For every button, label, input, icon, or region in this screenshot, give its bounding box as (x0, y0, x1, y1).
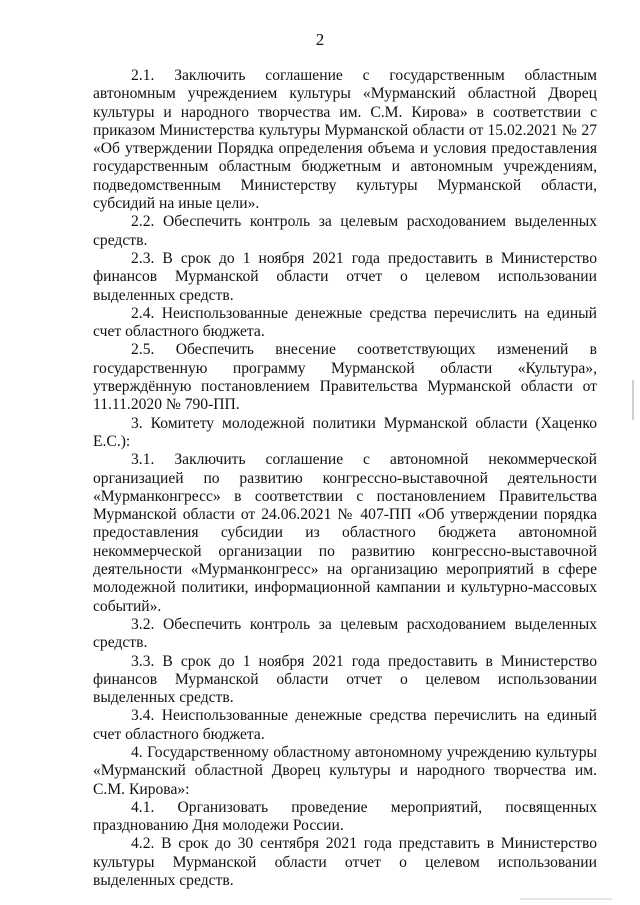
paragraph-2-2: 2.2. Обеспечить контроль за целевым расходованием выделенных средств. (93, 213, 597, 249)
scan-bottom-mark (520, 898, 612, 900)
scan-edge-mark (632, 380, 634, 420)
paragraph-3-1: 3.1. Заключить соглашение с автономной некоммерческой организацией по развитию конгрессно-выставочной деятельности «Мурманконгресс» в соответствии с постановлением Правительства Мурманской области от 24.06.2021 № 407-ПП «Об утверждении порядка предоставления субсидии из областного бюджета автономной некоммерческой организации по развитию конгрессно-выставочной деятельности «Мурманконгресс» на организацию мероприятий в сфере молодежной политики, информационной кампании и культурно-массовых событий». (93, 451, 597, 615)
paragraph-2-1: 2.1. Заключить соглашение с государственным областным автономным учреждением культуры «Мурманский областной Дворец культуры и народного творчества им. С.М. Кирова» в соответствии с приказом Министерства культуры Мурманской области от 15.02.2021 № 27 «Об утверждении Порядка определения объема и условия предоставления государственным областным бюджетным и автономным учреждениям, подведомственным Министерству культуры Мурманской области, субсидий на иные цели». (93, 67, 597, 213)
paragraph-3: 3. Комитету молодежной политики Мурманской области (Хаценко Е.С.): (93, 414, 597, 450)
paragraph-3-3: 3.3. В срок до 1 ноября 2021 года предоставить в Министерство финансов Мурманской области отчет о целевом использовании выделенных средств. (93, 652, 597, 707)
paragraph-2-3: 2.3. В срок до 1 ноября 2021 года предоставить в Министерство финансов Мурманской области отчет о целевом использовании выделенных средств. (93, 249, 597, 304)
paragraph-4-2: 4.2. В срок до 30 сентября 2021 года представить в Министерство культуры Мурманской области отчет о целевом использовании выделенных средств. (93, 835, 597, 890)
paragraph-3-2: 3.2. Обеспечить контроль за целевым расходованием выделенных средств. (93, 615, 597, 652)
page-number: 2 (315, 30, 325, 49)
paragraph-3-4: 3.4. Неиспользованные денежные средства перечислить на единый счет областного бюджета. (93, 707, 597, 743)
paragraph-2-5: 2.5. Обеспечить внесение соответствующих изменений в государственную программу Мурманской области «Культура», утверждённую постановлением Правительства Мурманской области от 11.11.2020 № 790-ПП. (93, 341, 597, 414)
paragraph-2-4: 2.4. Неиспользованные денежные средства перечислить на единый счет областного бюджета. (93, 304, 597, 341)
document-body (93, 67, 597, 890)
paragraph-4-1: 4.1. Организовать проведение мероприятий, посвященных празднованию Дня молодежи России. (93, 798, 597, 835)
paragraph-4: 4. Государственному областному автономному учреждению культуры «Мурманский областной Дворец культуры и народного творчества им. С.М. Кирова»: (93, 743, 597, 798)
